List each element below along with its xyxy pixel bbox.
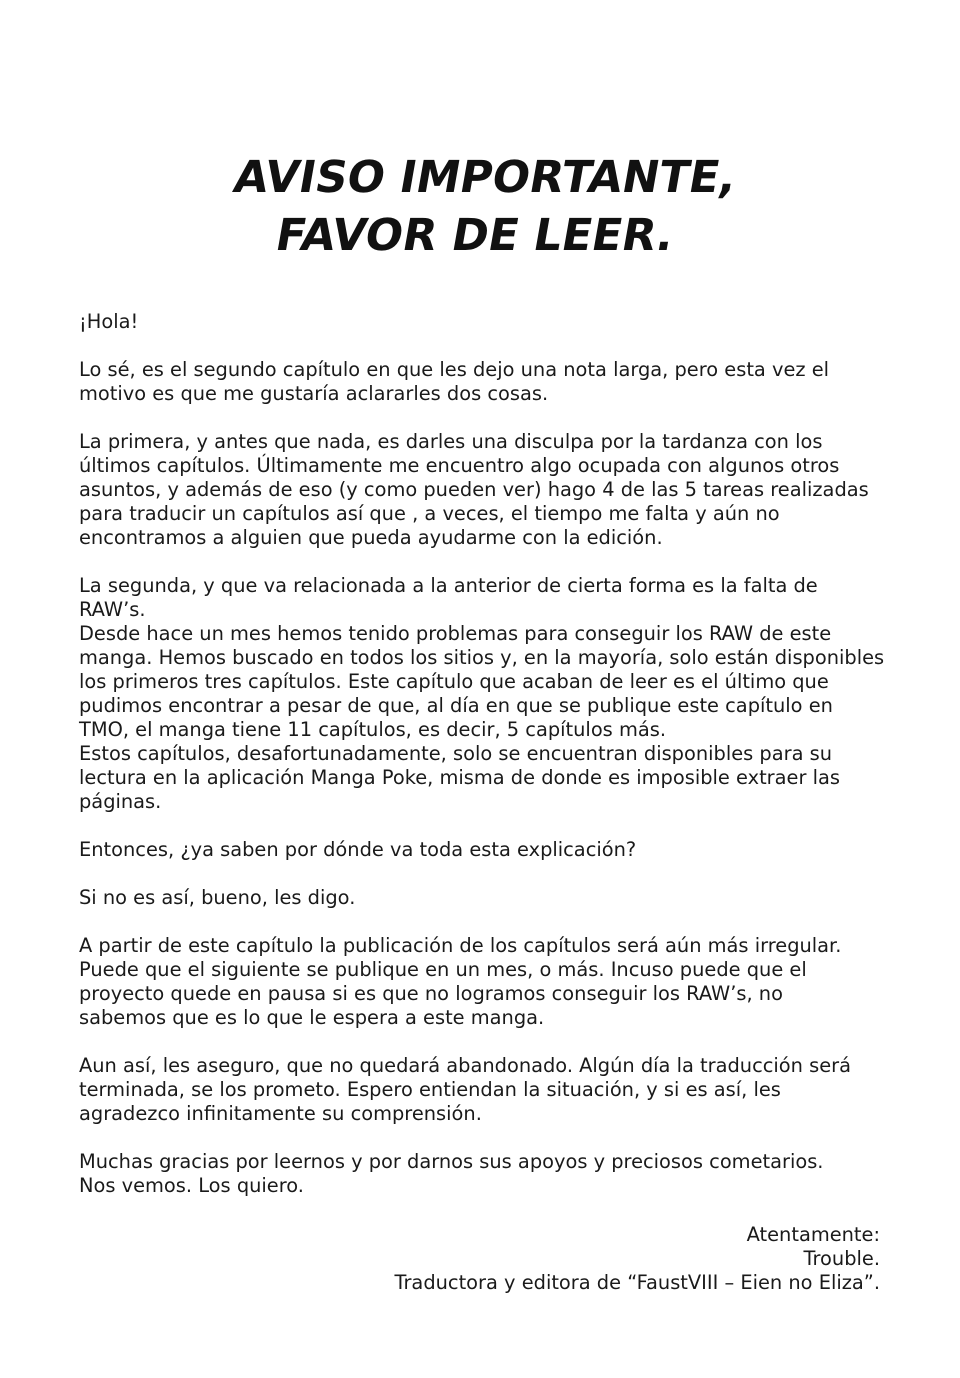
- text-line: RAW’s.: [79, 598, 146, 621]
- letter-body: [79, 310, 885, 1222]
- title-line-2: FAVOR DE LEER.: [271, 210, 679, 262]
- text-line: encontramos a alguien que pueda ayudarme con la edición.: [79, 526, 663, 549]
- text-line: ¡Hola!: [79, 310, 139, 333]
- text-line: asuntos, y además de eso (y como pueden ver) hago 4 de las 5 tareas realizadas: [79, 478, 869, 501]
- text-line: sabemos que es lo que le espera a este manga.: [79, 1006, 545, 1029]
- text-line: La segunda, y que va relacionada a la anterior de cierta forma es la falta de: [79, 574, 818, 597]
- paragraph-greeting: [79, 310, 879, 334]
- text-line: terminada, se los prometo. Espero entiendan la situación, y si es así, les: [79, 1078, 781, 1101]
- paragraph-irregular: [79, 934, 879, 1030]
- text-line: Entonces, ¿ya saben por dónde va toda esta explicación?: [79, 838, 637, 861]
- text-line: La primera, y antes que nada, es darles una disculpa por la tardanza con los: [79, 430, 823, 453]
- paragraph-intro: [79, 358, 879, 406]
- text-line: Nos vemos. Los quiero.: [79, 1174, 304, 1197]
- signature-block: [394, 1223, 880, 1295]
- text-line: Puede que el siguiente se publique en un mes, o más. Incuso puede que el: [79, 958, 807, 981]
- signature-closing: Atentamente:: [746, 1223, 880, 1246]
- text-line: Lo sé, es el segundo capítulo en que les dejo una nota larga, pero esta vez el: [79, 358, 830, 381]
- paragraph-first-reason: [79, 430, 879, 550]
- text-line: agradezco infinitamente su comprensión.: [79, 1102, 482, 1125]
- page-title: [0, 149, 960, 265]
- text-line: lectura en la aplicación Manga Poke, misma de donde es imposible extraer las: [79, 766, 840, 789]
- text-line: páginas.: [79, 790, 162, 813]
- text-line: Desde hace un mes hemos tenido problemas para conseguir los RAW de este: [79, 622, 832, 645]
- text-line: proyecto quede en pausa si es que no logramos conseguir los RAW’s, no: [79, 982, 783, 1005]
- paragraph-question: [79, 838, 879, 862]
- text-line: pudimos encontrar a pesar de que, al día en que se publique este capítulo en: [79, 694, 833, 717]
- text-line: Aun así, les aseguro, que no quedará abandonado. Algún día la traducción será: [79, 1054, 851, 1077]
- paragraph-answer: [79, 886, 879, 910]
- text-line: los primeros tres capítulos. Este capítulo que acaban de leer es el último que: [79, 670, 829, 693]
- paragraph-second-reason: [79, 574, 885, 814]
- title-line-1: AVISO IMPORTANTE,: [229, 152, 741, 204]
- text-line: Muchas gracias por leernos y por darnos sus apoyos y preciosos cometarios.: [79, 1150, 824, 1173]
- text-line: motivo es que me gustaría aclararles dos cosas.: [79, 382, 549, 405]
- text-line: TMO, el manga tiene 11 capítulos, es decir, 5 capítulos más.: [79, 718, 666, 741]
- text-line: para traducir un capítulos así que , a veces, el tiempo me falta y aún no: [79, 502, 780, 525]
- signature-role: Traductora y editora de “FaustVIII – Eien no Eliza”.: [394, 1271, 880, 1294]
- paragraph-promise: [79, 1054, 879, 1126]
- text-line: últimos capítulos. Últimamente me encuentro algo ocupada con algunos otros: [79, 454, 840, 477]
- text-line: Estos capítulos, desafortunadamente, solo se encuentran disponibles para su: [79, 742, 833, 765]
- signature-name: Trouble.: [803, 1247, 880, 1270]
- text-line: A partir de este capítulo la publicación de los capítulos será aún más irregular.: [79, 934, 842, 957]
- paragraph-thanks: [79, 1150, 879, 1198]
- text-line: Si no es así, bueno, les digo.: [79, 886, 356, 909]
- text-line: manga. Hemos buscado en todos los sitios y, en la mayoría, solo están disponibles: [79, 646, 885, 669]
